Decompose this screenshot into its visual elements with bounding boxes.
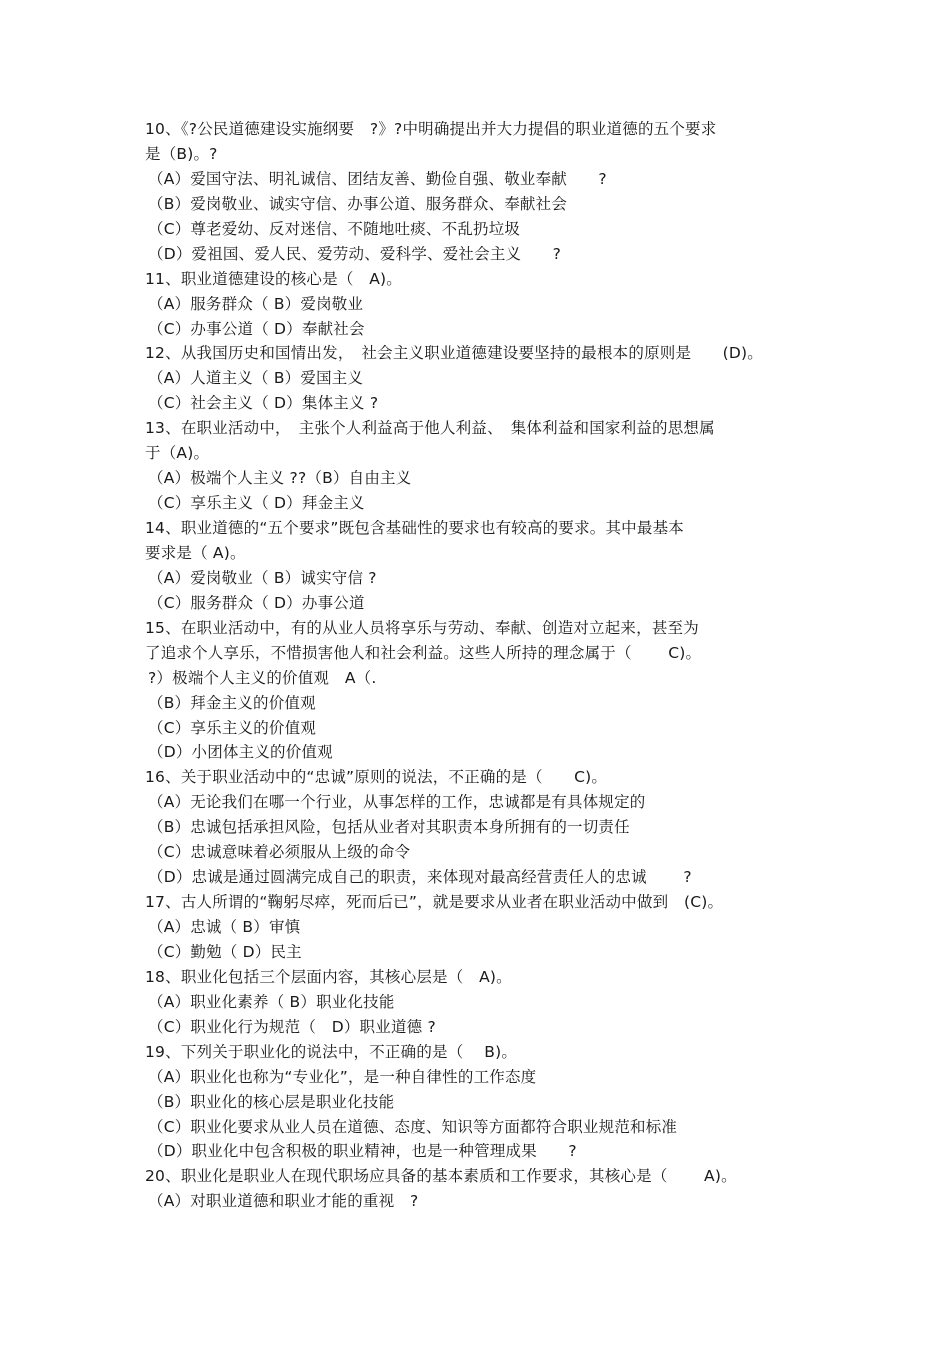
answer-option-line: （C）尊老爱幼、反对迷信、不随地吐痰、不乱扔垃圾	[148, 219, 521, 238]
answer-option-line: （A）忠诚（ B）审慎	[148, 918, 301, 936]
answer-option-line: （C）职业化要求从业人员在道德、态度、知识等方面都符合职业规范和标准	[148, 1117, 678, 1136]
question-text-line: 14、职业道德的“五个要求”既包含基础性的要求也有较高的要求。其中最基本	[145, 519, 684, 537]
answer-option-line: （D）小团体主义的价值观	[148, 743, 333, 762]
question-text-line: 18、职业化包括三个层面内容，其核心层是（ A)。	[145, 967, 512, 986]
answer-option-line: （A）极端个人主义 ??（B）自由主义	[148, 469, 412, 488]
answer-option-line: （C）勤勉（ D）民主	[148, 942, 302, 961]
answer-option-line: （A）无论我们在哪一个行业，从事怎样的工作，忠诚都是有具体规定的	[148, 793, 646, 812]
question-text-line: 11、职业道德建设的核心是（ A)。	[145, 269, 402, 288]
answer-option-line: （C）社会主义（ D）集体主义 ?	[148, 394, 379, 413]
answer-option-line: （C）享乐主义（ D）拜金主义	[148, 494, 365, 513]
question-list	[145, 117, 835, 1214]
answer-option-line: ?）极端个人主义的价值观 A（.	[148, 668, 377, 687]
answer-option-line: （A）对职业道德和职业才能的重视 ?	[148, 1192, 419, 1211]
question-text-line: 17、古人所谓的“鞠躬尽瘁，死而后已”，就是要求从业者在职业活动中做到 (C)。	[145, 893, 724, 912]
question-text-line: 19、下列关于职业化的说法中，不正确的是（ B)。	[145, 1042, 518, 1061]
question-text-line: 12、从我国历史和国情出发， 社会主义职业道德建设要坚持的最根本的原则是 (D)。	[145, 344, 763, 363]
answer-option-line: （A）职业化素养（ B）职业化技能	[148, 992, 395, 1011]
question-text-line: 15、在职业活动中，有的从业人员将享乐与劳动、奉献、创造对立起来，甚至为	[145, 618, 699, 637]
question-text-line: 10、《?公民道德建设实施纲要 ?》?中明确提出并大力提倡的职业道德的五个要求	[145, 120, 717, 138]
question-text-line: 20、职业化是职业人在现代职场应具备的基本素质和工作要求，其核心是（ A)。	[145, 1167, 737, 1186]
question-text-line: 13、在职业活动中， 主张个人利益高于他人利益、 集体利益和国家利益的思想属	[145, 419, 715, 438]
question-text-line: 是（B)。?	[145, 144, 218, 163]
answer-option-line: （C）忠诚意味着必须服从上级的命令	[148, 843, 411, 862]
answer-option-line: （A）服务群众（ B）爱岗敬业	[148, 294, 364, 313]
answer-option-line: （B）拜金主义的价值观	[148, 693, 316, 712]
answer-option-line: （A）爱国守法、明礼诚信、团结友善、勤俭自强、敬业奉献 ?	[148, 169, 607, 188]
answer-option-line: （D）忠诚是通过圆满完成自己的职责，来体现对最高经营责任人的忠诚 ?	[148, 868, 692, 887]
answer-option-line: （C）职业化行为规范（ D）职业道德 ?	[148, 1017, 436, 1036]
answer-option-line: （B）爱岗敬业、诚实守信、办事公道、服务群众、奉献社会	[148, 194, 568, 213]
answer-option-line: （D）爱祖国、爱人民、爱劳动、爱科学、爱社会主义 ?	[148, 244, 562, 263]
question-text-line: 了追求个人享乐，不惜损害他人和社会利益。这些人所持的理念属于（ C)。	[145, 643, 702, 662]
answer-option-line: （C）享乐主义的价值观	[148, 718, 317, 737]
answer-option-line: （C）办事公道（ D）奉献社会	[148, 319, 365, 338]
answer-option-line: （B）忠诚包括承担风险，包括从业者对其职责本身所拥有的一切责任	[148, 818, 630, 837]
answer-option-line: （A）人道主义（ B）爱国主义	[148, 369, 364, 388]
answer-option-line: （A）职业化也称为“专业化”，是一种自律性的工作态度	[148, 1067, 537, 1086]
question-text-line: 于（A)。	[145, 444, 210, 463]
answer-option-line: （C）服务群众（ D）办事公道	[148, 593, 365, 612]
answer-option-line: （A）爱岗敬业（ B）诚实守信 ?	[148, 568, 377, 587]
question-text-line: 16、关于职业活动中的“忠诚”原则的说法，不正确的是（ C)。	[145, 768, 608, 787]
question-text-line: 要求是（ A)。	[145, 543, 246, 562]
answer-option-line: （D）职业化中包含积极的职业精神，也是一种管理成果 ?	[148, 1142, 577, 1161]
answer-option-line: （B）职业化的核心层是职业化技能	[148, 1092, 395, 1111]
